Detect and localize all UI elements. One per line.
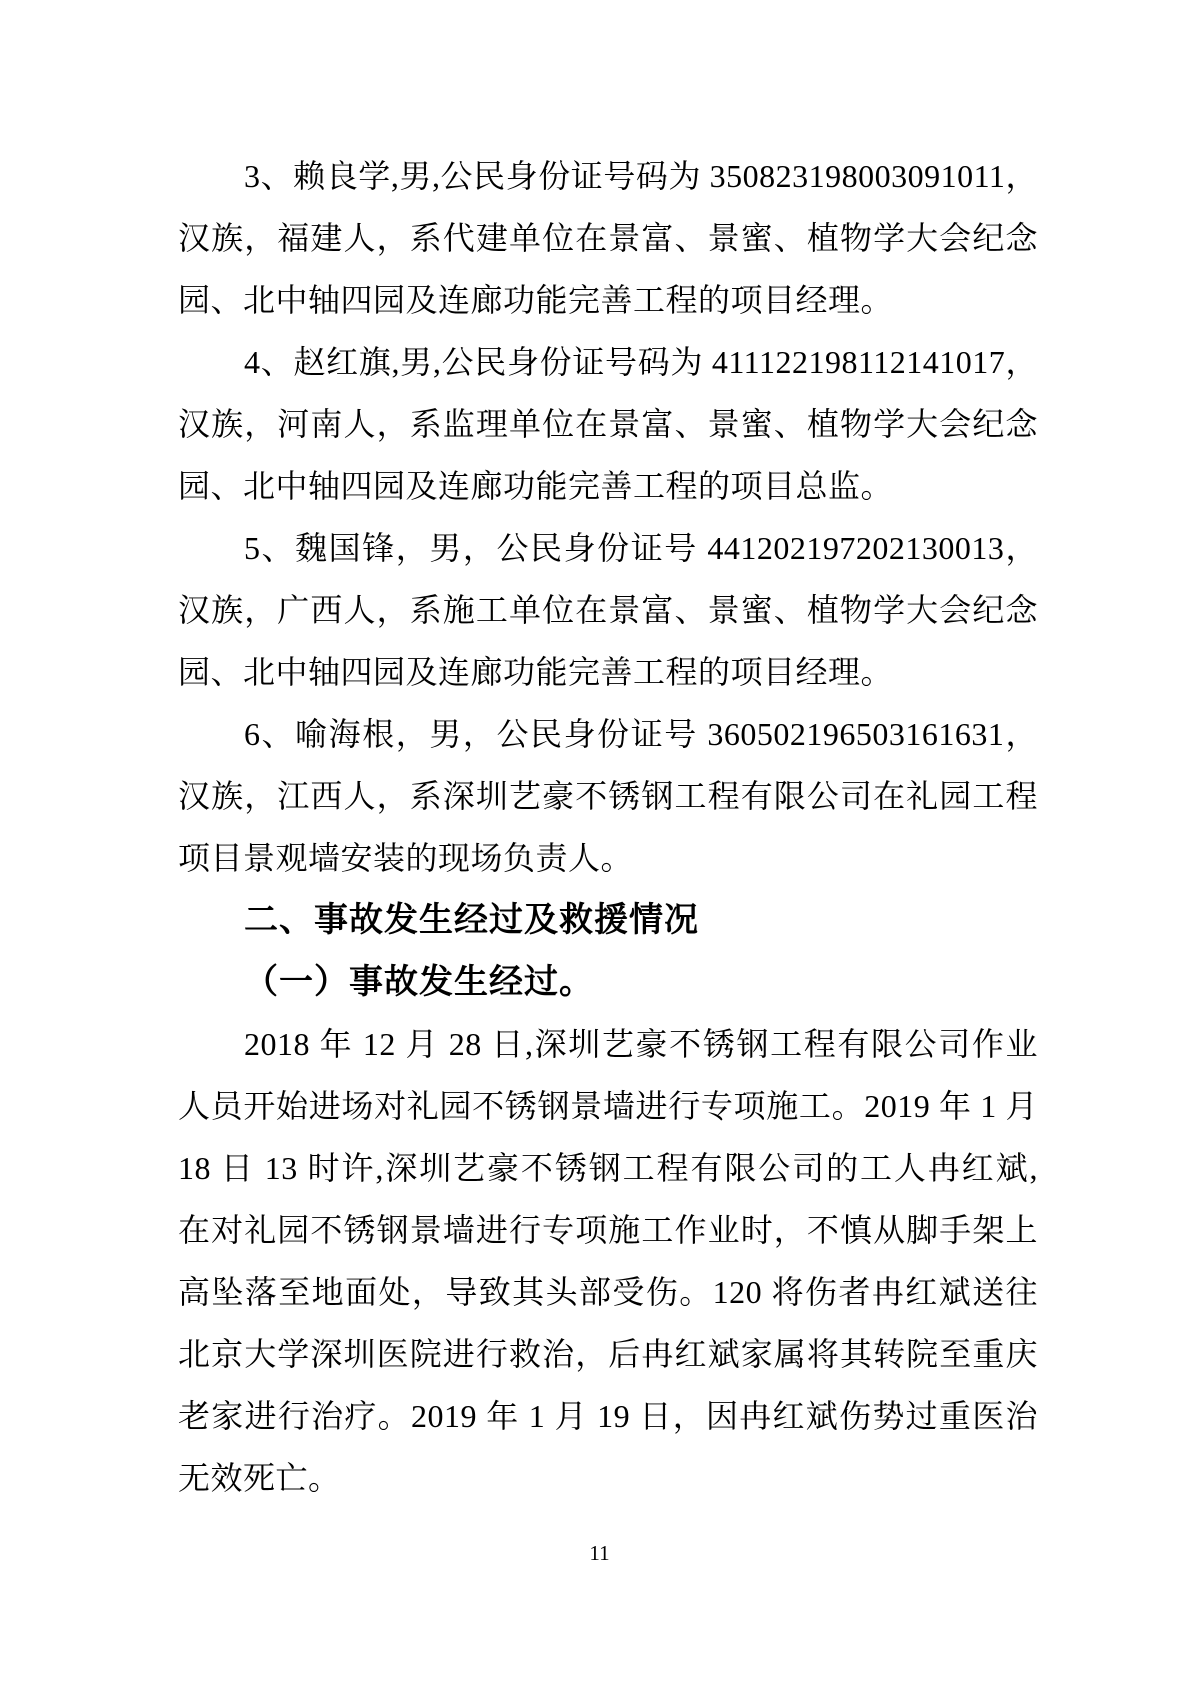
body-line: 项目景观墙安装的现场负责人。	[178, 840, 634, 876]
body-line: 园、北中轴四园及连廊功能完善工程的项目总监。	[178, 468, 894, 504]
body-line: 汉族，河南人，系监理单位在景富、景蜜、植物学大会纪念	[178, 406, 1038, 442]
body-line: 5、魏国锋，男，公民身份证号 441202197202130013，	[244, 530, 1038, 566]
body-line: 4、赵红旗,男,公民身份证号码为 411122198112141017，	[244, 344, 1038, 380]
body-line: 老家进行治疗。2019 年 1 月 19 日，因冉红斌伤势过重医治	[178, 1398, 1038, 1434]
body-line: 人员开始进场对礼园不锈钢景墙进行专项施工。2019 年 1 月	[178, 1088, 1038, 1124]
body-line: 3、赖良学,男,公民身份证号码为 350823198003091011，	[244, 158, 1038, 194]
body-line: 2018 年 12 月 28 日,深圳艺豪不锈钢工程有限公司作业	[244, 1026, 1038, 1062]
body-line: 汉族，福建人，系代建单位在景富、景蜜、植物学大会纪念	[178, 220, 1038, 256]
body-line: 汉族，广西人，系施工单位在景富、景蜜、植物学大会纪念	[178, 592, 1038, 628]
page-number: 11	[589, 1541, 610, 1565]
body-line: 在对礼园不锈钢景墙进行专项施工作业时，不慎从脚手架上	[178, 1212, 1038, 1248]
document-body	[178, 145, 1038, 1509]
body-line: 园、北中轴四园及连廊功能完善工程的项目经理。	[178, 282, 894, 318]
body-line: 高坠落至地面处，导致其头部受伤。120 将伤者冉红斌送往	[178, 1274, 1038, 1310]
body-line: 6、喻海根，男，公民身份证号 360502196503161631，	[244, 716, 1038, 752]
body-line: 园、北中轴四园及连廊功能完善工程的项目经理。	[178, 654, 894, 690]
subsection-heading: （一）事故发生经过。	[244, 963, 594, 1001]
body-line: 无效死亡。	[178, 1460, 341, 1496]
body-line: 北京大学深圳医院进行救治，后冉红斌家属将其转院至重庆	[178, 1336, 1038, 1372]
body-line: 汉族，江西人，系深圳艺豪不锈钢工程有限公司在礼园工程	[178, 778, 1038, 814]
body-line: 18 日 13 时许,深圳艺豪不锈钢工程有限公司的工人冉红斌,	[178, 1150, 1038, 1186]
section-heading: 二、事故发生经过及救援情况	[244, 901, 699, 939]
